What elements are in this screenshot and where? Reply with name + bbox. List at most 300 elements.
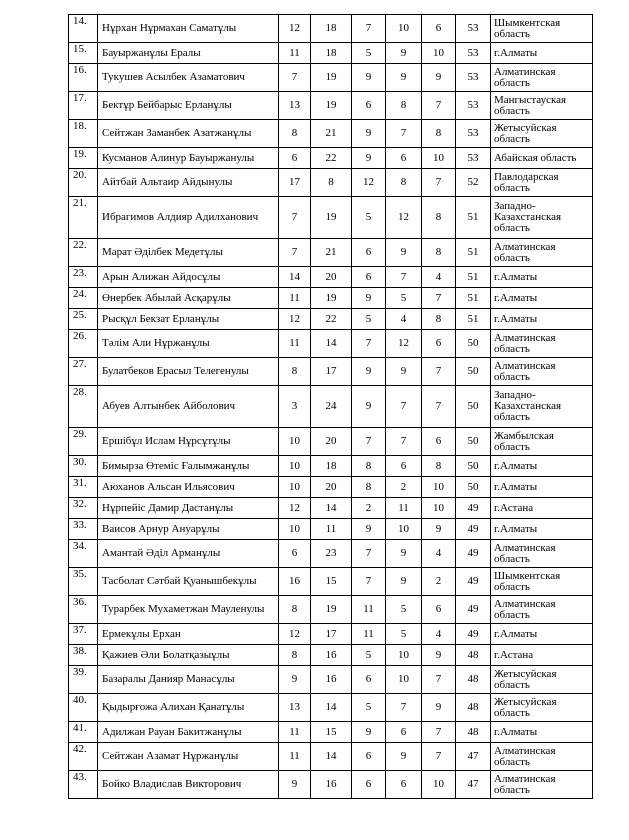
row-number-cell: 24. <box>69 288 98 309</box>
row-number-cell: 38. <box>69 645 98 666</box>
region-cell: Жетысуйская область <box>491 694 593 722</box>
total-score-cell: 48 <box>456 645 491 666</box>
score-1-cell: 8 <box>279 596 311 624</box>
score-1-cell: 8 <box>279 120 311 148</box>
score-4-cell: 7 <box>386 428 422 456</box>
score-3-cell: 2 <box>352 498 386 519</box>
score-2-cell: 21 <box>311 239 352 267</box>
score-3-cell: 6 <box>352 666 386 694</box>
score-1-cell: 10 <box>279 428 311 456</box>
score-1-cell: 11 <box>279 43 311 64</box>
total-score-cell: 50 <box>456 456 491 477</box>
score-2-cell: 19 <box>311 64 352 92</box>
total-score-cell: 51 <box>456 309 491 330</box>
score-5-cell: 7 <box>422 92 456 120</box>
region-cell: г.Алматы <box>491 456 593 477</box>
score-1-cell: 12 <box>279 309 311 330</box>
row-number-cell: 18. <box>69 120 98 148</box>
row-number-cell: 43. <box>69 771 98 799</box>
row-number-cell: 16. <box>69 64 98 92</box>
row-number-cell: 39. <box>69 666 98 694</box>
score-5-cell: 7 <box>422 386 456 428</box>
score-2-cell: 18 <box>311 456 352 477</box>
score-5-cell: 7 <box>422 169 456 197</box>
participant-name-cell: Аюханов Альсан Ильясович <box>98 477 279 498</box>
score-3-cell: 6 <box>352 239 386 267</box>
region-cell: г.Алматы <box>491 288 593 309</box>
row-number-cell: 29. <box>69 428 98 456</box>
score-2-cell: 8 <box>311 169 352 197</box>
total-score-cell: 50 <box>456 477 491 498</box>
score-4-cell: 11 <box>386 498 422 519</box>
score-2-cell: 14 <box>311 694 352 722</box>
score-4-cell: 9 <box>386 43 422 64</box>
region-cell: Алматинская область <box>491 743 593 771</box>
row-number-cell: 40. <box>69 694 98 722</box>
score-3-cell: 5 <box>352 43 386 64</box>
score-3-cell: 11 <box>352 624 386 645</box>
row-number-cell: 41. <box>69 722 98 743</box>
total-score-cell: 53 <box>456 15 491 43</box>
total-score-cell: 47 <box>456 743 491 771</box>
participant-name-cell: Тәлім Али Нұржанұлы <box>98 330 279 358</box>
table-row <box>69 309 593 330</box>
row-number-cell: 42. <box>69 743 98 771</box>
total-score-cell: 49 <box>456 596 491 624</box>
region-cell: г.Алматы <box>491 519 593 540</box>
results-table-body <box>69 15 593 799</box>
participant-name-cell: Марат Әділбек Медетұлы <box>98 239 279 267</box>
score-2-cell: 21 <box>311 120 352 148</box>
region-cell: Алматинская область <box>491 239 593 267</box>
score-4-cell: 10 <box>386 519 422 540</box>
table-row <box>69 330 593 358</box>
score-3-cell: 8 <box>352 477 386 498</box>
score-4-cell: 6 <box>386 456 422 477</box>
table-row <box>69 666 593 694</box>
row-number-cell: 30. <box>69 456 98 477</box>
table-row <box>69 568 593 596</box>
total-score-cell: 48 <box>456 694 491 722</box>
participant-name-cell: Тукушев Асылбек Азаматович <box>98 64 279 92</box>
total-score-cell: 52 <box>456 169 491 197</box>
score-1-cell: 11 <box>279 743 311 771</box>
score-1-cell: 13 <box>279 694 311 722</box>
total-score-cell: 49 <box>456 519 491 540</box>
score-4-cell: 2 <box>386 477 422 498</box>
participant-name-cell: Бауыржанұлы Ералы <box>98 43 279 64</box>
score-2-cell: 20 <box>311 267 352 288</box>
score-4-cell: 7 <box>386 694 422 722</box>
table-row <box>69 358 593 386</box>
total-score-cell: 51 <box>456 267 491 288</box>
total-score-cell: 53 <box>456 64 491 92</box>
region-cell: Абайская область <box>491 148 593 169</box>
score-2-cell: 14 <box>311 743 352 771</box>
score-5-cell: 10 <box>422 43 456 64</box>
row-number-cell: 20. <box>69 169 98 197</box>
table-row <box>69 92 593 120</box>
row-number-cell: 21. <box>69 197 98 239</box>
region-cell: Жетысуйская область <box>491 666 593 694</box>
score-2-cell: 16 <box>311 645 352 666</box>
score-2-cell: 20 <box>311 428 352 456</box>
score-2-cell: 19 <box>311 288 352 309</box>
score-2-cell: 17 <box>311 624 352 645</box>
total-score-cell: 49 <box>456 624 491 645</box>
row-number-cell: 17. <box>69 92 98 120</box>
score-3-cell: 9 <box>352 519 386 540</box>
table-row <box>69 15 593 43</box>
row-number-cell: 14. <box>69 15 98 43</box>
score-5-cell: 4 <box>422 267 456 288</box>
score-1-cell: 9 <box>279 771 311 799</box>
participant-name-cell: Ершібұл Ислам Нұрсұтұлы <box>98 428 279 456</box>
total-score-cell: 51 <box>456 239 491 267</box>
score-5-cell: 9 <box>422 694 456 722</box>
region-cell: г.Алматы <box>491 309 593 330</box>
score-1-cell: 11 <box>279 288 311 309</box>
score-2-cell: 19 <box>311 596 352 624</box>
score-1-cell: 16 <box>279 568 311 596</box>
region-cell: Алматинская область <box>491 64 593 92</box>
score-3-cell: 7 <box>352 330 386 358</box>
participant-name-cell: Айтбай Альтаир Айдынулы <box>98 169 279 197</box>
score-4-cell: 10 <box>386 666 422 694</box>
score-3-cell: 9 <box>352 358 386 386</box>
region-cell: г.Алматы <box>491 43 593 64</box>
total-score-cell: 51 <box>456 197 491 239</box>
region-cell: Алматинская область <box>491 358 593 386</box>
participant-name-cell: Бектұр Бейбарыс Ерланұлы <box>98 92 279 120</box>
participant-name-cell: Өнербек Абылай Асқарұлы <box>98 288 279 309</box>
score-4-cell: 8 <box>386 92 422 120</box>
score-2-cell: 19 <box>311 197 352 239</box>
total-score-cell: 49 <box>456 568 491 596</box>
score-4-cell: 7 <box>386 267 422 288</box>
score-2-cell: 22 <box>311 309 352 330</box>
score-3-cell: 5 <box>352 309 386 330</box>
score-4-cell: 5 <box>386 288 422 309</box>
region-cell: Западно-Казахстанская область <box>491 197 593 239</box>
participant-name-cell: Сейтжан Азамат Нұржанұлы <box>98 743 279 771</box>
region-cell: Шымкентская область <box>491 15 593 43</box>
score-5-cell: 10 <box>422 477 456 498</box>
participant-name-cell: Турарбек Мухаметжан Мауленулы <box>98 596 279 624</box>
table-row <box>69 596 593 624</box>
table-row <box>69 519 593 540</box>
score-4-cell: 6 <box>386 771 422 799</box>
score-4-cell: 12 <box>386 330 422 358</box>
score-3-cell: 5 <box>352 645 386 666</box>
score-3-cell: 7 <box>352 428 386 456</box>
table-row <box>69 148 593 169</box>
row-number-cell: 22. <box>69 239 98 267</box>
table-row <box>69 456 593 477</box>
table-row <box>69 645 593 666</box>
score-5-cell: 8 <box>422 456 456 477</box>
score-2-cell: 14 <box>311 330 352 358</box>
score-5-cell: 7 <box>422 666 456 694</box>
region-cell: г.Астана <box>491 498 593 519</box>
score-3-cell: 9 <box>352 148 386 169</box>
score-5-cell: 10 <box>422 498 456 519</box>
participant-name-cell: Нұрпейіс Дамир Дастанұлы <box>98 498 279 519</box>
table-row <box>69 288 593 309</box>
score-5-cell: 4 <box>422 624 456 645</box>
score-4-cell: 12 <box>386 197 422 239</box>
score-5-cell: 9 <box>422 519 456 540</box>
score-1-cell: 7 <box>279 64 311 92</box>
table-row <box>69 540 593 568</box>
total-score-cell: 53 <box>456 148 491 169</box>
total-score-cell: 53 <box>456 92 491 120</box>
region-cell: Алматинская область <box>491 540 593 568</box>
participant-name-cell: Ермекұлы Ерхан <box>98 624 279 645</box>
score-1-cell: 7 <box>279 239 311 267</box>
score-3-cell: 6 <box>352 743 386 771</box>
score-2-cell: 18 <box>311 15 352 43</box>
participant-name-cell: Қажиев Әли Болатқазыұлы <box>98 645 279 666</box>
score-1-cell: 11 <box>279 722 311 743</box>
score-4-cell: 9 <box>386 540 422 568</box>
score-1-cell: 3 <box>279 386 311 428</box>
table-row <box>69 624 593 645</box>
score-3-cell: 9 <box>352 722 386 743</box>
score-4-cell: 10 <box>386 15 422 43</box>
total-score-cell: 50 <box>456 358 491 386</box>
score-5-cell: 7 <box>422 358 456 386</box>
total-score-cell: 48 <box>456 722 491 743</box>
participant-name-cell: Ибрагимов Алдияр Адилханович <box>98 197 279 239</box>
score-3-cell: 6 <box>352 771 386 799</box>
participant-name-cell: Ваисов Арнур Ануарұлы <box>98 519 279 540</box>
score-4-cell: 10 <box>386 645 422 666</box>
score-3-cell: 6 <box>352 92 386 120</box>
score-5-cell: 9 <box>422 64 456 92</box>
total-score-cell: 47 <box>456 771 491 799</box>
score-3-cell: 9 <box>352 386 386 428</box>
region-cell: г.Алматы <box>491 267 593 288</box>
score-3-cell: 7 <box>352 15 386 43</box>
participant-name-cell: Амантай Әділ Арманұлы <box>98 540 279 568</box>
score-3-cell: 7 <box>352 568 386 596</box>
score-5-cell: 7 <box>422 743 456 771</box>
score-2-cell: 16 <box>311 666 352 694</box>
score-4-cell: 5 <box>386 596 422 624</box>
participant-name-cell: Тасболат Сәтбай Қуанышбекұлы <box>98 568 279 596</box>
score-5-cell: 8 <box>422 309 456 330</box>
table-row <box>69 743 593 771</box>
row-number-cell: 27. <box>69 358 98 386</box>
table-row <box>69 169 593 197</box>
participant-name-cell: Рысқұл Бекзат Ерланұлы <box>98 309 279 330</box>
score-1-cell: 9 <box>279 666 311 694</box>
score-4-cell: 6 <box>386 148 422 169</box>
total-score-cell: 50 <box>456 428 491 456</box>
row-number-cell: 23. <box>69 267 98 288</box>
score-1-cell: 17 <box>279 169 311 197</box>
score-1-cell: 7 <box>279 197 311 239</box>
region-cell: Алматинская область <box>491 330 593 358</box>
score-3-cell: 12 <box>352 169 386 197</box>
score-1-cell: 8 <box>279 358 311 386</box>
table-row <box>69 239 593 267</box>
score-4-cell: 9 <box>386 64 422 92</box>
score-1-cell: 10 <box>279 519 311 540</box>
score-1-cell: 6 <box>279 148 311 169</box>
total-score-cell: 50 <box>456 330 491 358</box>
table-row <box>69 477 593 498</box>
score-3-cell: 7 <box>352 540 386 568</box>
region-cell: Алматинская область <box>491 596 593 624</box>
score-5-cell: 10 <box>422 771 456 799</box>
score-3-cell: 8 <box>352 456 386 477</box>
total-score-cell: 49 <box>456 498 491 519</box>
table-row <box>69 64 593 92</box>
score-4-cell: 9 <box>386 568 422 596</box>
row-number-cell: 15. <box>69 43 98 64</box>
region-cell: Мангыстауская область <box>491 92 593 120</box>
participant-name-cell: Сейтжан Заманбек Азатжанұлы <box>98 120 279 148</box>
row-number-cell: 25. <box>69 309 98 330</box>
score-4-cell: 7 <box>386 120 422 148</box>
score-2-cell: 16 <box>311 771 352 799</box>
score-4-cell: 9 <box>386 239 422 267</box>
score-5-cell: 6 <box>422 15 456 43</box>
score-4-cell: 9 <box>386 743 422 771</box>
score-2-cell: 14 <box>311 498 352 519</box>
table-row <box>69 120 593 148</box>
participant-name-cell: Қыдырғожа Алихан Қанатұлы <box>98 694 279 722</box>
table-row <box>69 197 593 239</box>
participant-name-cell: Бимырза Өтеміс Ғалымжанұлы <box>98 456 279 477</box>
score-5-cell: 4 <box>422 540 456 568</box>
score-1-cell: 14 <box>279 267 311 288</box>
row-number-cell: 33. <box>69 519 98 540</box>
table-row <box>69 722 593 743</box>
results-table <box>68 14 593 799</box>
total-score-cell: 51 <box>456 288 491 309</box>
participant-name-cell: Булатбеков Ерасыл Телегенулы <box>98 358 279 386</box>
table-row <box>69 386 593 428</box>
region-cell: Жамбылская область <box>491 428 593 456</box>
score-1-cell: 11 <box>279 330 311 358</box>
score-1-cell: 13 <box>279 92 311 120</box>
table-row <box>69 43 593 64</box>
total-score-cell: 53 <box>456 43 491 64</box>
score-5-cell: 7 <box>422 288 456 309</box>
score-1-cell: 12 <box>279 15 311 43</box>
row-number-cell: 31. <box>69 477 98 498</box>
score-3-cell: 5 <box>352 197 386 239</box>
participant-name-cell: Арын Алижан Айдосұлы <box>98 267 279 288</box>
score-5-cell: 2 <box>422 568 456 596</box>
score-4-cell: 6 <box>386 722 422 743</box>
score-1-cell: 10 <box>279 456 311 477</box>
region-cell: Алматинская область <box>491 771 593 799</box>
score-2-cell: 24 <box>311 386 352 428</box>
row-number-cell: 35. <box>69 568 98 596</box>
score-2-cell: 17 <box>311 358 352 386</box>
score-3-cell: 9 <box>352 120 386 148</box>
total-score-cell: 48 <box>456 666 491 694</box>
score-2-cell: 18 <box>311 43 352 64</box>
score-1-cell: 10 <box>279 477 311 498</box>
score-2-cell: 15 <box>311 722 352 743</box>
score-5-cell: 8 <box>422 239 456 267</box>
score-5-cell: 10 <box>422 148 456 169</box>
row-number-cell: 32. <box>69 498 98 519</box>
score-3-cell: 9 <box>352 64 386 92</box>
total-score-cell: 53 <box>456 120 491 148</box>
row-number-cell: 36. <box>69 596 98 624</box>
score-2-cell: 20 <box>311 477 352 498</box>
table-row <box>69 694 593 722</box>
total-score-cell: 50 <box>456 386 491 428</box>
score-1-cell: 8 <box>279 645 311 666</box>
region-cell: Жетысуйская область <box>491 120 593 148</box>
score-5-cell: 9 <box>422 645 456 666</box>
region-cell: Павлодарская область <box>491 169 593 197</box>
score-5-cell: 6 <box>422 428 456 456</box>
score-4-cell: 5 <box>386 624 422 645</box>
table-row <box>69 428 593 456</box>
table-row <box>69 498 593 519</box>
participant-name-cell: Базаралы Данияр Манасұлы <box>98 666 279 694</box>
region-cell: г.Алматы <box>491 624 593 645</box>
score-2-cell: 11 <box>311 519 352 540</box>
region-cell: Западно-Казахстанская область <box>491 386 593 428</box>
score-3-cell: 5 <box>352 694 386 722</box>
score-5-cell: 6 <box>422 330 456 358</box>
row-number-cell: 28. <box>69 386 98 428</box>
region-cell: г.Алматы <box>491 722 593 743</box>
score-5-cell: 7 <box>422 722 456 743</box>
score-4-cell: 7 <box>386 386 422 428</box>
score-5-cell: 8 <box>422 197 456 239</box>
region-cell: г.Астана <box>491 645 593 666</box>
participant-name-cell: Абуев Алтынбек Айболович <box>98 386 279 428</box>
score-4-cell: 4 <box>386 309 422 330</box>
score-1-cell: 12 <box>279 624 311 645</box>
score-2-cell: 23 <box>311 540 352 568</box>
participant-name-cell: Адилжан Рауан Бакитжанұлы <box>98 722 279 743</box>
score-4-cell: 9 <box>386 358 422 386</box>
total-score-cell: 49 <box>456 540 491 568</box>
score-4-cell: 8 <box>386 169 422 197</box>
score-2-cell: 19 <box>311 92 352 120</box>
score-2-cell: 22 <box>311 148 352 169</box>
region-cell: Шымкентская область <box>491 568 593 596</box>
score-1-cell: 6 <box>279 540 311 568</box>
score-3-cell: 9 <box>352 288 386 309</box>
score-3-cell: 11 <box>352 596 386 624</box>
table-row <box>69 771 593 799</box>
score-2-cell: 15 <box>311 568 352 596</box>
row-number-cell: 19. <box>69 148 98 169</box>
participant-name-cell: Бойко Владислав Викторович <box>98 771 279 799</box>
participant-name-cell: Кусманов Алинур Бауыржанулы <box>98 148 279 169</box>
score-3-cell: 6 <box>352 267 386 288</box>
participant-name-cell: Нұрхан Нұрмахан Саматұлы <box>98 15 279 43</box>
table-row <box>69 267 593 288</box>
row-number-cell: 34. <box>69 540 98 568</box>
score-1-cell: 12 <box>279 498 311 519</box>
region-cell: г.Алматы <box>491 477 593 498</box>
score-5-cell: 6 <box>422 596 456 624</box>
score-5-cell: 8 <box>422 120 456 148</box>
